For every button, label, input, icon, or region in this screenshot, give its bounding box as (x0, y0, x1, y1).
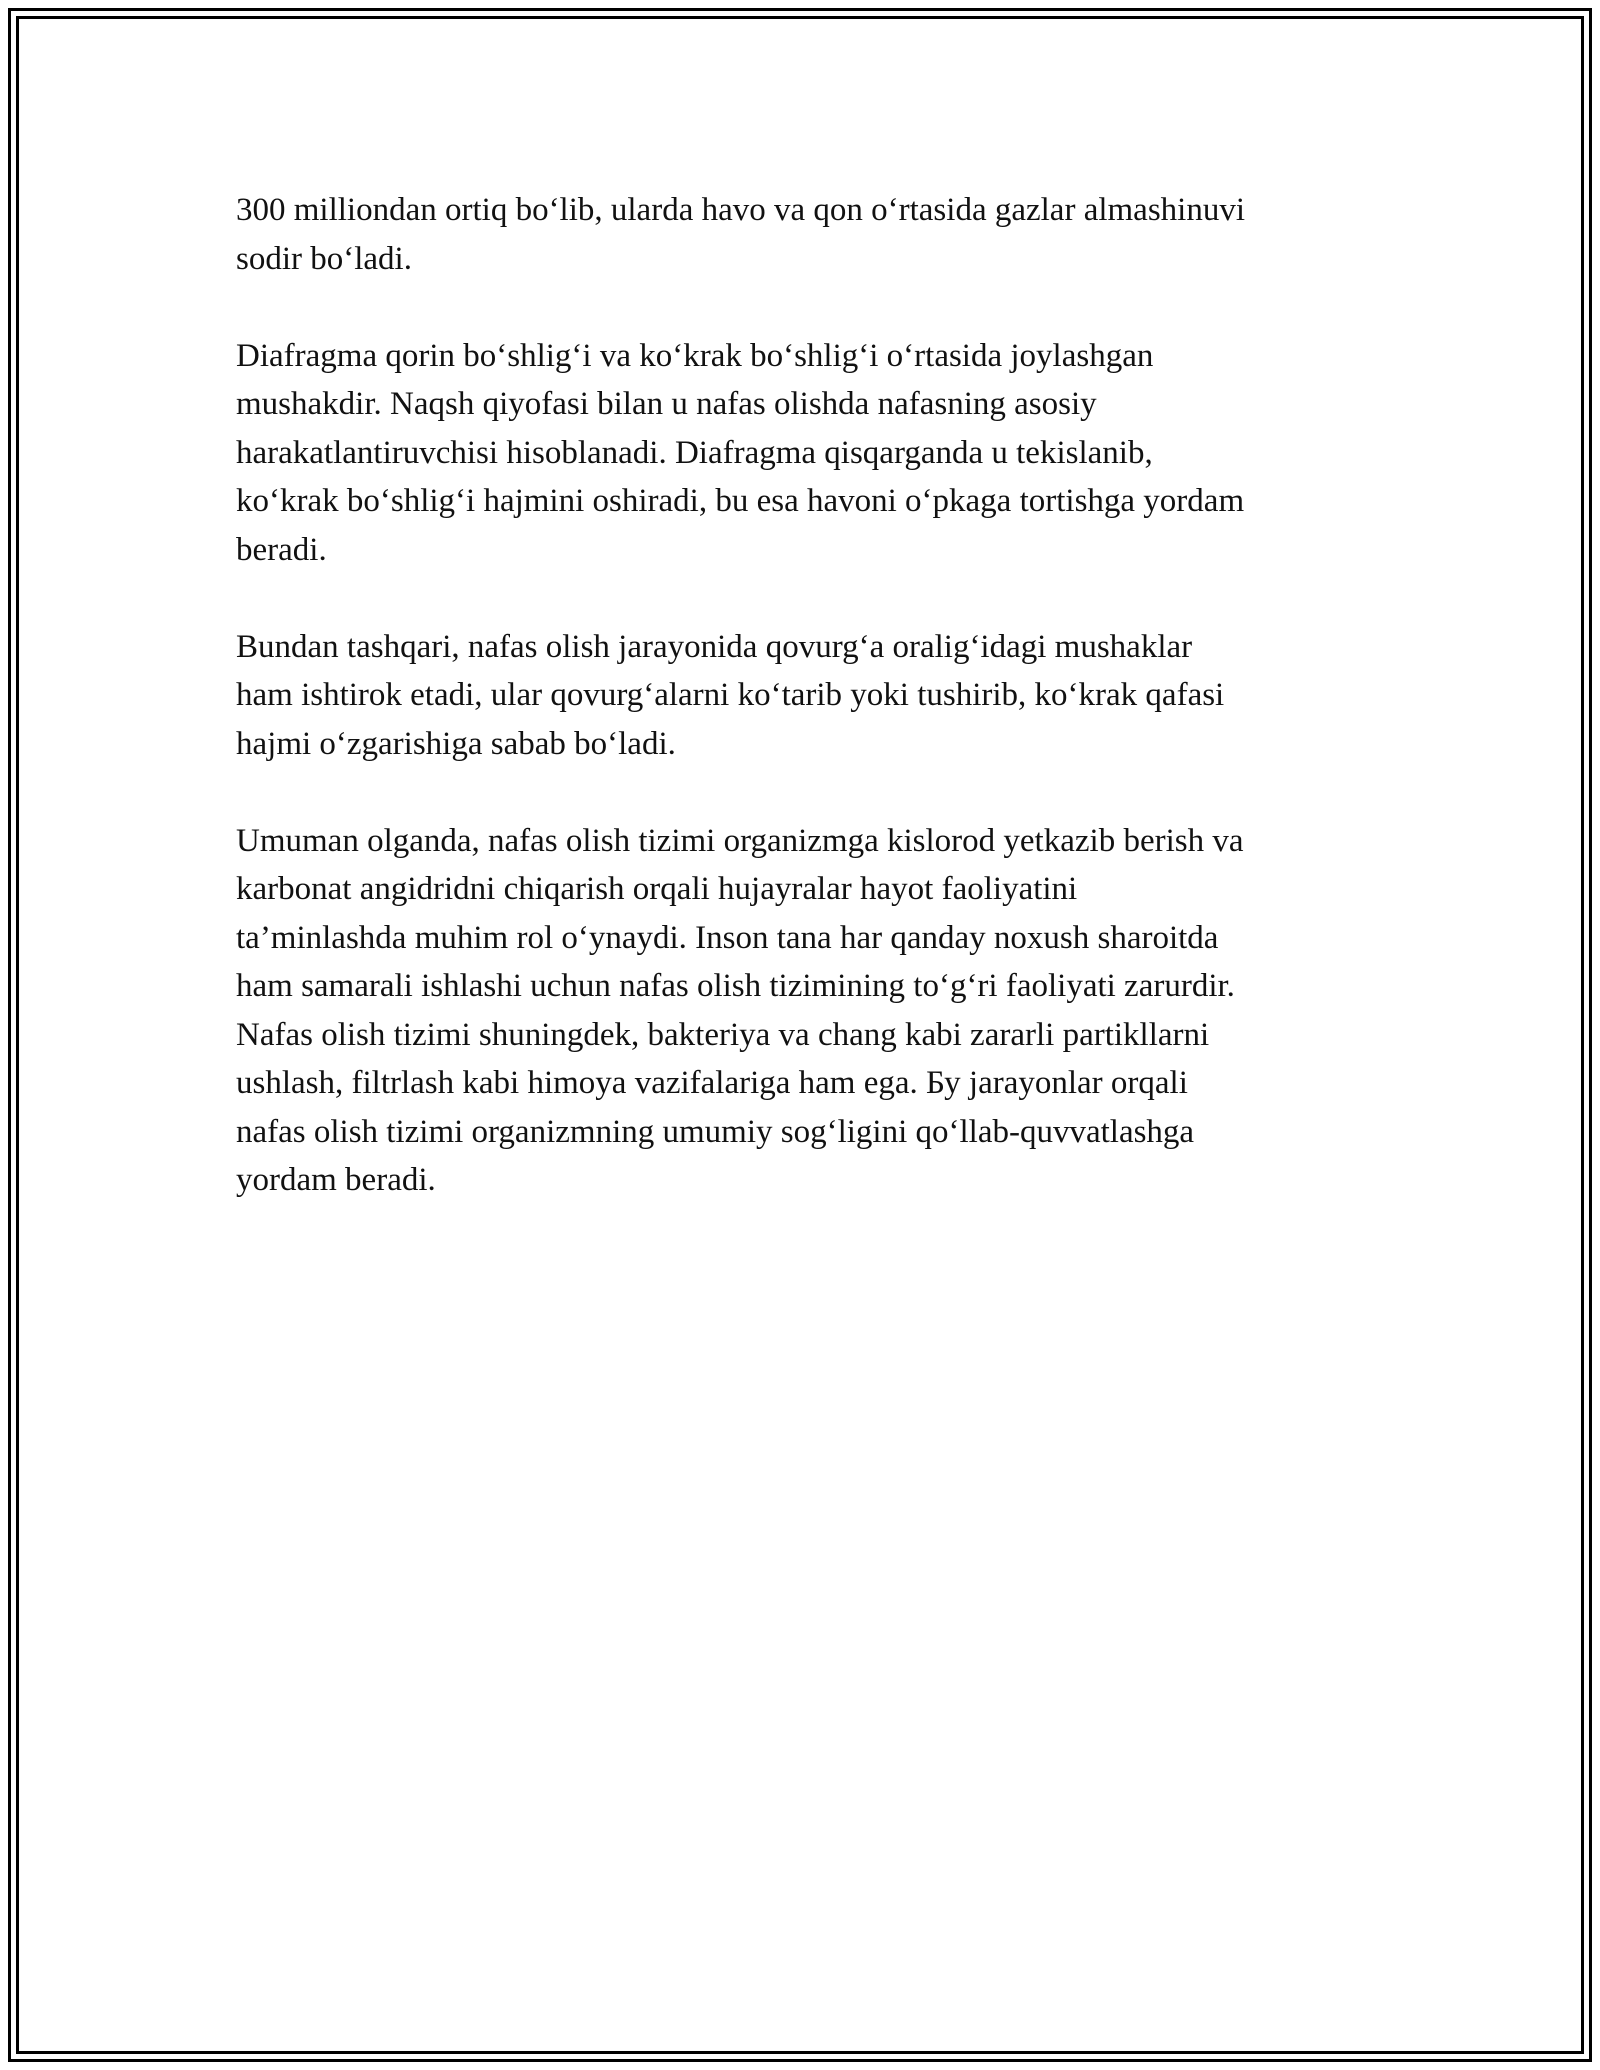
paragraph-4 (236, 817, 1376, 1205)
text-line: ko‘krak bo‘shlig‘i hajmini oshiradi, bu esa havoni o‘pkaga tortishga yordam (236, 483, 1245, 519)
paragraph-3 (236, 623, 1376, 769)
text-line: Diafragma qorin bo‘shlig‘i va ko‘krak bo‘shlig‘i o‘rtasida joylashgan (236, 337, 1154, 374)
text-line: ushlash, filtrlash kabi himoya vazifalariga ham ega. Бу jarayonlar orqali (236, 1065, 1188, 1101)
text-line: ham samarali ishlashi uchun nafas olish tizimining to‘g‘ri faoliyati zarurdir. (236, 968, 1235, 1004)
text-line: mushakdir. Naqsh qiyofasi bilan u nafas olishda nafasning asosiy (236, 386, 1097, 422)
text-line: 300 milliondan ortiq bo‘lib, ularda havo va qon o‘rtasida gazlar almashinuvi (236, 192, 1245, 228)
text-line: ham ishtirok etadi, ular qovurg‘alarni ko‘tarib yoki tushirib, ko‘krak qafasi (236, 677, 1225, 713)
text-line: beradi. (236, 531, 327, 568)
document-body (236, 186, 1376, 1253)
text-line: yordam beradi. (236, 1162, 436, 1198)
text-line: Nafas olish tizimi shuningdek, bakteriya va chang kabi zararli partikllarni (236, 1016, 1210, 1053)
text-line: nafas olish tizimi organizmning umumiy sog‘ligini qo‘llab-quvvatlashga (236, 1113, 1195, 1150)
text-line: Umuman olganda, nafas olish tizimi organizmga kislorod yetkazib berish va (236, 822, 1244, 859)
paragraph-2 (236, 332, 1376, 575)
paragraph-1 (236, 186, 1376, 283)
text-line: harakatlantiruvchisi hisoblanadi. Diafragma qisqarganda u tekislanib, (236, 434, 1153, 471)
text-line: hajmi o‘zgarishiga sabab bo‘ladi. (236, 725, 676, 762)
text-line: sodir bo‘ladi. (236, 240, 412, 277)
text-line: ta’minlashda muhim rol o‘ynaydi. Inson tana har qanday noxush sharoitda (236, 919, 1219, 956)
text-line: karbonat angidridni chiqarish orqali hujayralar hayot faoliyatini (236, 871, 1078, 907)
text-line: Bundan tashqari, nafas olish jarayonida qovurg‘a oralig‘idagi mushaklar (236, 628, 1193, 665)
